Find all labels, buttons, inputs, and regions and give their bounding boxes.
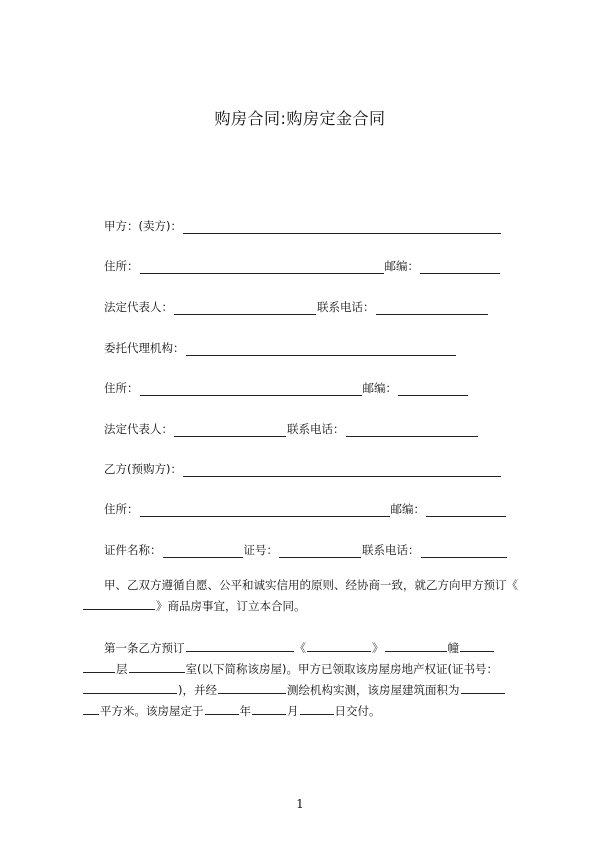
party-b-id-no-label: 证号： (243, 543, 278, 557)
agent-legal-rep-row (104, 421, 479, 437)
party-a-postcode-field[interactable] (420, 261, 500, 274)
party-b-id-no-field[interactable] (279, 545, 361, 558)
document-title: 购房合同:购房定金合同 (214, 109, 386, 128)
party-a-label: 甲方：(卖方)： (104, 219, 182, 233)
article-1-extra-field[interactable] (460, 638, 494, 652)
article-1-t5: )，并经 (178, 683, 217, 697)
party-b-label: 乙方(预购方)： (104, 462, 182, 476)
article-1-project-field[interactable] (307, 638, 371, 652)
party-b-phone-label: 联系电话： (362, 543, 420, 557)
party-a-postcode-label: 邮编： (384, 259, 419, 273)
party-b-address-row (104, 501, 507, 517)
agent-phone-label: 联系电话： (287, 422, 345, 436)
party-a-phone-field[interactable] (376, 302, 488, 315)
party-b-name-field[interactable] (183, 464, 501, 477)
agent-name-field[interactable] (186, 343, 456, 356)
agent-postcode-field[interactable] (398, 383, 468, 396)
party-a-name-field[interactable] (183, 221, 501, 234)
party-b-row (104, 461, 502, 477)
article-1-paragraph (82, 638, 532, 722)
article-1-t3: 层 (116, 662, 128, 676)
party-a-phone-label: 联系电话： (317, 300, 375, 314)
article-1-t9: 月 (287, 704, 299, 718)
page-number: 1 (296, 797, 304, 811)
agent-address-row (104, 380, 469, 396)
party-a-address-row (104, 258, 501, 274)
article-1-q-close: 》 (372, 641, 384, 655)
article-1-cert-no-field[interactable] (83, 680, 177, 694)
party-b-address-field[interactable] (140, 504, 390, 517)
project-name-field[interactable] (83, 596, 155, 610)
party-a-legal-rep-field[interactable] (174, 302, 316, 315)
article-1-t1: 第一条乙方预订 (104, 641, 185, 655)
article-1-area-field[interactable] (461, 680, 505, 694)
agent-legal-rep-label: 法定代表人： (104, 422, 173, 436)
article-1-building-field[interactable] (385, 638, 447, 652)
party-b-postcode-field[interactable] (426, 504, 506, 517)
party-a-address-label: 住所： (104, 259, 139, 273)
agent-label: 委托代理机构： (104, 341, 185, 355)
agent-legal-rep-field[interactable] (174, 424, 286, 437)
agent-phone-field[interactable] (346, 424, 478, 437)
party-b-id-name-field[interactable] (163, 545, 243, 558)
article-1-area-cont-field[interactable] (83, 701, 99, 715)
intro-quote-open: 《 (506, 578, 518, 592)
party-b-id-row (104, 542, 508, 558)
party-b-id-name-label: 证件名称： (104, 543, 162, 557)
agent-address-label: 住所： (104, 381, 139, 395)
party-a-legal-rep-row (104, 299, 489, 315)
article-1-q-open: 《 (294, 641, 306, 655)
party-b-address-label: 住所： (104, 502, 139, 516)
agent-postcode-label: 邮编： (362, 381, 397, 395)
party-b-phone-field[interactable] (421, 545, 507, 558)
article-1-floor-field[interactable] (83, 659, 115, 673)
article-1-day-field[interactable] (300, 701, 334, 715)
intro-part1: 甲、乙双方遵循自愿、公平和诚实信用的原则、经协商一致，就乙方向甲方预订 (104, 578, 507, 592)
party-a-address-field[interactable] (140, 261, 384, 274)
article-1-t2: 幢 (447, 641, 459, 655)
article-1-t6: 测绘机构实测，该房屋建筑面积为 (287, 683, 460, 697)
party-a-legal-rep-label: 法定代表人： (104, 300, 173, 314)
party-a-row (104, 218, 502, 234)
intro-part2: 商品房事宜，订立本合同。 (167, 599, 306, 613)
article-1-t7: 平方米。该房屋定于 (100, 704, 204, 718)
article-1-t4: 室(以下简称该房屋)。甲方已领取该房屋房地产权证(证书号： (185, 662, 498, 676)
article-1-year-field[interactable] (205, 701, 239, 715)
agent-row (104, 340, 457, 356)
article-1-t10: 日交付。 (334, 704, 381, 718)
intro-quote-close: 》 (156, 599, 168, 613)
article-1-t8: 年 (239, 704, 251, 718)
intro-paragraph (82, 575, 532, 617)
article-1-month-field[interactable] (252, 701, 286, 715)
article-1-location-field[interactable] (186, 638, 294, 652)
article-1-room-field[interactable] (129, 659, 185, 673)
agent-address-field[interactable] (140, 383, 362, 396)
party-b-postcode-label: 邮编： (390, 502, 425, 516)
article-1-survey-agency-field[interactable] (218, 680, 286, 694)
